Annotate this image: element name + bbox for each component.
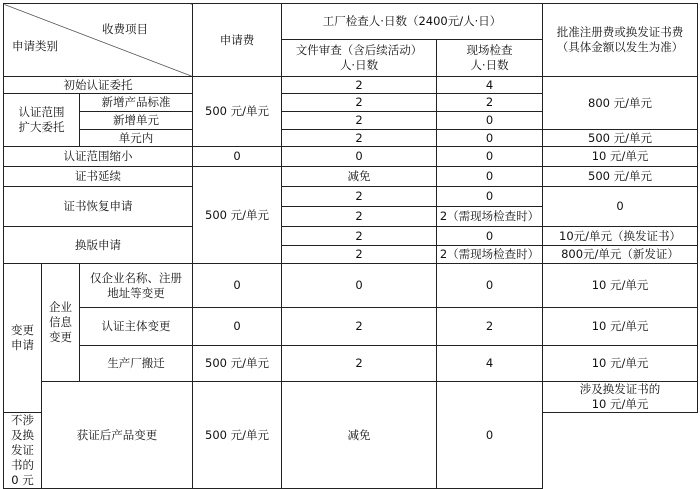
expand-sub-label: 单元内 (80, 130, 193, 147)
reissue-site: 2（需现场检查时） (437, 246, 543, 264)
header-app-category: 申请类别 (12, 39, 58, 53)
change-sub-fee: 0 (193, 308, 282, 346)
expand-sub-label: 新增产品标准 (80, 94, 193, 112)
restore-label: 证书恢复申请 (4, 187, 193, 227)
expand-approval: 800 元/单元 (543, 77, 698, 130)
header-doc-review: 文件审查（含后续活动） 人·日数 (282, 40, 437, 77)
change-sub-approval: 10 元/单元 (543, 308, 698, 346)
expand-sub-doc: 2 (282, 112, 437, 130)
row-change-subject (4, 308, 698, 346)
reissue-doc: 2 (282, 227, 437, 246)
row-change-name (4, 264, 698, 308)
product-change-approval-a: 涉及换发证书的 10 元/单元 (543, 382, 698, 413)
change-sub-fee: 500 元/单元 (193, 346, 282, 382)
shrink-fee: 0 (193, 147, 282, 167)
shared-fee: 500 元/单元 (193, 167, 282, 264)
change-sub-label: 生产厂搬迁 (80, 346, 193, 382)
expand-within-approval: 500 元/单元 (543, 130, 698, 147)
renewal-site: 0 (437, 167, 543, 187)
change-sub-site: 4 (437, 346, 543, 382)
product-change-fee: 500 元/单元 (193, 382, 282, 489)
change-sub-site: 0 (437, 264, 543, 308)
renewal-doc: 减免 (282, 167, 437, 187)
header-onsite-check: 现场检查 人·日数 (437, 40, 543, 77)
change-sub-approval: 10 元/单元 (543, 264, 698, 308)
product-change-approval-b: 不涉及换发证书的 0 元 (4, 413, 42, 489)
row-initial (4, 77, 698, 94)
shrink-site: 0 (437, 147, 543, 167)
change-sub-doc: 2 (282, 346, 437, 382)
change-sub-fee: 0 (193, 264, 282, 308)
restore-doc: 2 (282, 207, 437, 227)
product-change-site: 0 (437, 382, 543, 489)
row-reissue-1 (4, 227, 698, 246)
expand-sub-site: 2 (437, 94, 543, 112)
change-sub-doc: 2 (282, 308, 437, 346)
row-restore-1 (4, 187, 698, 207)
initial-label: 初始认证委托 (4, 77, 193, 94)
restore-approval: 0 (543, 187, 698, 227)
header-inspection-days: 工厂检查人·日数（2400元/人·日） (282, 4, 543, 40)
initial-doc: 2 (282, 77, 437, 94)
reissue-approval: 10元/单元（换发证书） (543, 227, 698, 246)
expand-label: 认证范围 扩大委托 (4, 94, 80, 147)
shrink-label: 认证范围缩小 (4, 147, 193, 167)
expand-sub-doc: 2 (282, 94, 437, 112)
header-diagonal-cell (4, 4, 193, 77)
fee-table (3, 3, 698, 489)
change-sub-label: 认证主体变更 (80, 308, 193, 346)
row-expand-within (4, 130, 698, 147)
shrink-approval: 10 元/单元 (543, 147, 698, 167)
expand-fee: 500 元/单元 (193, 77, 282, 147)
product-change-label: 获证后产品变更 (42, 382, 193, 489)
initial-site: 4 (437, 77, 543, 94)
reissue-site: 0 (437, 227, 543, 246)
row-change-relocation (4, 346, 698, 382)
row-shrink (4, 147, 698, 167)
header-approval-fee: 批准注册费或换发证书费 （具体金额以发生为准） (543, 4, 698, 77)
restore-site: 0 (437, 187, 543, 207)
expand-sub-site: 0 (437, 112, 543, 130)
expand-sub-site: 0 (437, 130, 543, 147)
change-enterprise-label: 企业 信息 变更 (42, 264, 80, 382)
expand-sub-doc: 2 (282, 130, 437, 147)
header-fee-item: 收费项目 (102, 22, 149, 36)
reissue-approval: 800元/单元（新发证） (543, 246, 698, 264)
product-change-doc: 减免 (282, 382, 437, 489)
renewal-label: 证书延续 (4, 167, 193, 187)
header-application-fee: 申请费 (193, 4, 282, 77)
change-label: 变更 申请 (4, 264, 42, 413)
reissue-label: 换版申请 (4, 227, 193, 264)
shrink-doc: 0 (282, 147, 437, 167)
change-sub-site: 2 (437, 308, 543, 346)
change-sub-doc: 0 (282, 264, 437, 308)
row-renewal (4, 167, 698, 187)
reissue-doc: 2 (282, 246, 437, 264)
row-change-product-1 (4, 382, 698, 413)
restore-site: 2（需现场检查时） (437, 207, 543, 227)
expand-sub-label: 新增单元 (80, 112, 193, 130)
change-sub-label: 仅企业名称、注册 地址等变更 (80, 264, 193, 308)
restore-doc: 2 (282, 187, 437, 207)
renewal-approval: 500 元/单元 (543, 167, 698, 187)
change-sub-approval: 10 元/单元 (543, 346, 698, 382)
